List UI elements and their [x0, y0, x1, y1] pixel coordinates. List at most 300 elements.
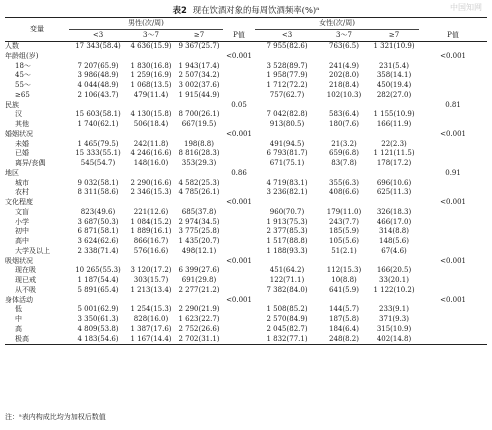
male-freq-lt3: [69, 257, 127, 267]
table-row: [5, 130, 487, 140]
male-freq-lt3: 545(54.7): [80, 159, 116, 167]
male-freq-3-7: [127, 52, 175, 62]
female-freq-3-7: 641(5.9): [329, 285, 359, 294]
male-freq-lt3: 2 338(71.4): [77, 246, 119, 255]
male-freq-3-7: 4 130(15.8): [130, 110, 172, 119]
table-row: [5, 305, 487, 315]
female-freq-lt3: 1 958(77.9): [266, 71, 308, 80]
row-label: 汉: [15, 110, 22, 119]
male-group-header: 男性(次/周): [69, 18, 223, 30]
row-label: 极高: [5, 335, 69, 345]
female-freq-lt3: 1 712(72.2): [266, 81, 308, 89]
female-p-value: [419, 81, 487, 91]
male-freq-3-7: 3 120(17.2): [130, 266, 172, 275]
female-freq-3-7: 763(6.5): [329, 42, 359, 50]
male-freq-ge7: 3 002(37.6): [178, 81, 220, 89]
male-freq-3-7: 1 254(15.3): [130, 305, 172, 314]
female-sub-header: <3: [255, 30, 319, 42]
male-freq-ge7: 2 290(21.9): [178, 305, 220, 314]
row-label: 初中: [15, 227, 29, 236]
male-p-value: 0.86: [231, 168, 247, 177]
male-freq-3-7: 221(12.6): [133, 207, 169, 216]
female-freq-ge7: 696(10.6): [376, 178, 412, 187]
row-label: 离异/丧偶: [15, 159, 46, 167]
male-freq-ge7: 1 943(17.4): [178, 61, 220, 70]
male-freq-ge7: 2 752(26.6): [178, 324, 220, 333]
male-freq-ge7: [175, 130, 223, 140]
male-freq-lt3: [69, 101, 127, 111]
female-p-value: <0.001: [440, 295, 466, 304]
female-freq-3-7: 144(5.7): [329, 305, 359, 314]
male-freq-3-7: 506(18.4): [133, 120, 169, 128]
female-p-value: [419, 188, 487, 198]
male-freq-3-7: 2 346(15.3): [130, 188, 172, 197]
male-p-value: [223, 286, 255, 296]
table-body: [5, 42, 487, 345]
male-freq-3-7: 828(16.0): [133, 315, 169, 323]
female-freq-3-7: 187(5.8): [329, 315, 359, 323]
female-freq-3-7: 102(10.3): [326, 90, 362, 99]
female-p-value: [419, 91, 487, 101]
female-freq-3-7: 218(8.4): [329, 81, 359, 89]
table-row: [5, 42, 487, 52]
male-freq-3-7: 1 167(14.4): [127, 335, 175, 345]
male-p-value: [223, 179, 255, 189]
male-p-value: [223, 71, 255, 81]
male-p-value: [223, 276, 255, 286]
female-p-value: [419, 159, 487, 169]
table-number: 表2: [172, 5, 187, 15]
table-row: [5, 296, 487, 306]
table-row: [5, 257, 487, 267]
female-freq-3-7: [319, 257, 369, 267]
site-watermark: 中国知网: [450, 3, 482, 12]
female-p-value: <0.001: [440, 51, 466, 60]
female-freq-3-7: 105(5.6): [329, 237, 359, 245]
female-p-value: [419, 110, 487, 120]
row-label: 现在吸: [15, 266, 36, 275]
male-freq-lt3: 9 032(58.1): [77, 178, 119, 187]
male-freq-3-7: 148(16.0): [133, 159, 169, 167]
table-row: [5, 315, 487, 325]
male-freq-ge7: [175, 257, 223, 267]
male-freq-3-7: 2 290(16.6): [130, 178, 172, 187]
female-freq-3-7: 21(3.2): [331, 139, 357, 148]
male-p-value: [223, 91, 255, 101]
male-freq-ge7: 498(12.1): [181, 246, 217, 255]
table-row: [5, 110, 487, 120]
row-label: 大学及以上: [15, 246, 50, 255]
male-freq-3-7: 1 830(16.8): [130, 61, 172, 70]
male-freq-ge7: 8 700(26.1): [178, 110, 220, 119]
row-label: 婚姻状况: [5, 129, 33, 138]
female-freq-lt3: [255, 257, 319, 267]
female-freq-lt3: 671(75.1): [269, 159, 305, 167]
male-p-header: P值: [223, 30, 255, 42]
female-freq-ge7: 67(4.6): [381, 246, 407, 255]
male-freq-ge7: 691(29.8): [181, 276, 217, 284]
female-p-value: [419, 179, 487, 189]
female-freq-ge7: 166(11.9): [376, 120, 412, 128]
male-p-value: [223, 266, 255, 276]
female-freq-ge7: 231(5.4): [379, 61, 409, 70]
female-freq-lt3: 7 955(82.6): [266, 42, 308, 50]
male-freq-ge7: 1 915(44.9): [178, 90, 220, 99]
male-p-value: [223, 149, 255, 159]
male-p-value: [223, 218, 255, 228]
female-freq-ge7: 1 155(10.9): [373, 110, 415, 119]
male-freq-ge7: [175, 169, 223, 179]
male-freq-ge7: [175, 296, 223, 306]
female-freq-3-7: 184(6.4): [329, 324, 359, 333]
female-freq-lt3: 1 832(77.1): [255, 335, 319, 345]
male-p-value: <0.001: [226, 256, 252, 265]
male-freq-ge7: 8 816(28.3): [178, 149, 220, 158]
female-p-value: <0.001: [440, 129, 466, 138]
female-p-value: [419, 208, 487, 218]
female-freq-lt3: 4 719(83.1): [266, 178, 308, 187]
male-freq-lt3: 17 343(58.4): [75, 42, 121, 50]
male-p-value: [223, 159, 255, 169]
female-freq-ge7: [369, 130, 419, 140]
table-row: [5, 198, 487, 208]
table-row: [5, 325, 487, 335]
row-label: 民族: [5, 100, 19, 109]
row-label: 身体活动: [5, 295, 33, 304]
table-row: [5, 140, 487, 150]
table-row: [5, 101, 487, 111]
female-p-value: [419, 140, 487, 150]
table-row: [5, 218, 487, 228]
table-row: [5, 188, 487, 198]
table-row: [5, 276, 487, 286]
male-freq-lt3: 1 465(79.5): [77, 139, 119, 148]
female-freq-lt3: 2 045(82.7): [266, 324, 308, 333]
male-freq-lt3: 8 311(58.6): [77, 188, 119, 197]
male-freq-lt3: 15 333(55.1): [75, 149, 121, 158]
female-freq-3-7: 51(2.1): [331, 246, 357, 255]
row-label: 现已戒: [15, 276, 36, 284]
row-label: ≥65: [15, 90, 30, 99]
female-p-value: 0.91: [445, 168, 461, 177]
female-p-value: [419, 120, 487, 130]
female-p-value: [419, 71, 487, 81]
male-freq-lt3: 1 187(54.4): [77, 276, 119, 284]
female-freq-ge7: 233(9.1): [379, 305, 409, 314]
male-freq-3-7: 1 387(17.6): [130, 324, 172, 333]
male-p-value: <0.001: [226, 129, 252, 138]
female-p-value: [419, 149, 487, 159]
female-freq-3-7: 355(6.3): [329, 178, 359, 187]
male-freq-ge7: 198(8.8): [184, 139, 214, 148]
male-freq-3-7: 1 084(15.2): [130, 217, 172, 226]
female-freq-lt3: 2 570(84.9): [266, 315, 308, 323]
male-p-value: [223, 188, 255, 198]
male-freq-lt3: 4 183(54.6): [69, 335, 127, 345]
female-freq-3-7: 583(6.4): [329, 110, 359, 119]
male-freq-ge7: [175, 198, 223, 208]
female-freq-3-7: 241(4.9): [329, 61, 359, 70]
male-freq-3-7: [127, 130, 175, 140]
male-freq-ge7: 353(29.3): [181, 159, 217, 167]
male-freq-3-7: 1 259(16.9): [130, 71, 172, 80]
female-freq-ge7: 314(8.8): [379, 227, 409, 236]
row-label: 高: [15, 324, 22, 333]
male-freq-ge7: 2 507(34.2): [178, 71, 220, 80]
male-freq-lt3: [69, 169, 127, 179]
row-label: 55～: [15, 81, 31, 89]
male-freq-3-7: 479(11.4): [133, 90, 169, 99]
female-freq-ge7: 326(18.3): [376, 207, 412, 216]
table-row: [5, 237, 487, 247]
female-freq-lt3: 757(62.7): [269, 90, 305, 99]
table-footnote: 注：ᵃ表内构成比均为加权后数值: [5, 413, 106, 421]
row-label: 18～: [15, 61, 31, 70]
female-freq-ge7: 1 121(11.5): [373, 149, 415, 158]
male-freq-ge7: 4 785(26.1): [178, 188, 220, 197]
female-freq-ge7: 148(5.6): [379, 237, 409, 245]
female-freq-3-7: [319, 296, 369, 306]
female-freq-ge7: 282(27.0): [376, 90, 412, 99]
male-freq-ge7: 2 974(34.5): [178, 217, 220, 226]
male-p-value: [223, 325, 255, 335]
female-freq-3-7: 83(7.8): [331, 159, 357, 167]
female-freq-ge7: 22(2.3): [381, 139, 407, 148]
female-freq-ge7: 625(11.3): [376, 188, 412, 197]
male-freq-3-7: 4 636(15.9): [130, 42, 172, 50]
male-freq-lt3: 823(49.6): [80, 207, 116, 216]
male-sub-header: <3: [69, 30, 127, 42]
male-p-value: [223, 120, 255, 130]
male-p-value: [223, 208, 255, 218]
female-freq-lt3: [255, 296, 319, 306]
female-freq-lt3: 2 377(85.3): [266, 227, 308, 236]
female-freq-lt3: [255, 130, 319, 140]
male-p-value: [223, 110, 255, 120]
row-label: 城市: [15, 178, 29, 187]
row-label: 年龄组(岁): [5, 51, 39, 60]
female-freq-lt3: 3 236(82.1): [266, 188, 308, 197]
male-freq-ge7: 6 399(27.6): [178, 266, 220, 275]
table-row: [5, 52, 487, 62]
male-freq-lt3: 3 624(62.6): [77, 237, 119, 245]
table-row: [5, 335, 487, 345]
male-freq-3-7: 303(15.7): [133, 276, 169, 284]
male-freq-ge7: [175, 52, 223, 62]
row-label: 文化程度: [5, 198, 33, 206]
male-freq-lt3: [69, 52, 127, 62]
female-freq-ge7: 315(10.9): [376, 324, 412, 333]
male-freq-3-7: 242(11.8): [133, 139, 169, 148]
table-row: [5, 227, 487, 237]
male-freq-lt3: 4 044(48.9): [77, 81, 119, 89]
row-label: 中: [15, 315, 22, 323]
female-freq-ge7: 402(14.8): [369, 335, 419, 345]
row-label: 其他: [15, 120, 29, 128]
row-label: 已婚: [15, 149, 29, 158]
female-freq-ge7: 166(20.5): [376, 266, 412, 275]
female-p-value: <0.001: [440, 198, 466, 206]
table-row: [5, 159, 487, 169]
male-freq-3-7: 4 246(16.6): [130, 149, 172, 158]
male-freq-3-7: 1 068(13.5): [130, 81, 172, 89]
row-label: 地区: [5, 168, 19, 177]
female-freq-3-7: [319, 198, 369, 208]
female-freq-ge7: [369, 198, 419, 208]
female-p-value: [419, 227, 487, 237]
male-freq-lt3: 3 986(48.9): [77, 71, 119, 80]
table-caption: [0, 3, 492, 15]
female-p-value: [419, 325, 487, 335]
female-freq-ge7: [369, 296, 419, 306]
female-freq-ge7: 178(17.2): [376, 159, 412, 167]
female-p-value: [419, 305, 487, 315]
female-freq-3-7: [319, 52, 369, 62]
table-title: 现在饮酒对象的每周饮酒频率(%)ᵃ: [192, 5, 320, 15]
female-freq-ge7: 1 122(10.2): [373, 285, 415, 294]
female-freq-3-7: 408(6.6): [329, 188, 359, 197]
male-freq-lt3: 15 603(58.1): [75, 110, 121, 119]
table-row: [5, 266, 487, 276]
male-freq-lt3: 5 001(62.9): [77, 305, 119, 314]
table-row: [5, 71, 487, 81]
header-row-groups: [5, 18, 487, 30]
table-row: [5, 208, 487, 218]
female-freq-3-7: 10(8.8): [331, 276, 357, 284]
female-freq-ge7: [369, 52, 419, 62]
male-freq-lt3: 3 350(61.3): [77, 315, 119, 323]
female-p-value: <0.001: [440, 256, 466, 265]
male-freq-ge7: 9 367(25.7): [178, 42, 220, 50]
row-label: 小学: [15, 217, 29, 226]
female-freq-lt3: 491(94.5): [269, 139, 305, 148]
female-freq-3-7: 248(8.2): [319, 335, 369, 345]
female-freq-ge7: 1 321(10.9): [373, 42, 415, 50]
male-freq-lt3: 10 265(55.3): [75, 266, 121, 275]
female-freq-lt3: 6 793(81.7): [266, 149, 308, 158]
female-p-header: P值: [419, 30, 487, 42]
female-freq-3-7: 659(6.8): [329, 149, 359, 158]
variable-header: 变量: [5, 18, 69, 42]
female-p-value: [419, 286, 487, 296]
male-freq-lt3: 4 809(53.8): [77, 324, 119, 333]
table-row: [5, 286, 487, 296]
female-freq-lt3: 1 517(88.8): [266, 237, 308, 245]
female-p-value: [419, 266, 487, 276]
male-p-value: [223, 62, 255, 72]
female-freq-3-7: 112(15.3): [326, 266, 362, 275]
row-label: 未婚: [15, 139, 29, 148]
female-freq-3-7: [319, 169, 369, 179]
male-p-value: [223, 140, 255, 150]
male-freq-lt3: [69, 130, 127, 140]
male-freq-lt3: [69, 198, 127, 208]
male-p-value: [223, 81, 255, 91]
row-label: 人数: [5, 42, 19, 50]
female-p-value: [419, 335, 487, 345]
male-freq-3-7: 866(16.7): [133, 237, 169, 245]
female-freq-ge7: 371(9.3): [379, 315, 409, 323]
female-freq-3-7: 179(11.0): [326, 207, 362, 216]
female-p-value: [419, 237, 487, 247]
female-p-value: [419, 218, 487, 228]
female-freq-lt3: [255, 169, 319, 179]
female-freq-ge7: 450(19.4): [376, 81, 412, 89]
table-row: [5, 62, 487, 72]
male-freq-3-7: [127, 101, 175, 111]
table-row: [5, 169, 487, 179]
male-p-value: <0.001: [226, 198, 252, 206]
female-p-value: 0.81: [445, 100, 461, 109]
row-label: 吸烟状况: [5, 256, 33, 265]
male-freq-lt3: 2 106(43.7): [77, 90, 119, 99]
male-freq-ge7: 685(37.8): [181, 207, 217, 216]
male-freq-ge7: 4 582(25.3): [178, 178, 220, 187]
female-freq-lt3: [255, 101, 319, 111]
female-freq-3-7: 180(7.6): [329, 120, 359, 128]
male-freq-ge7: 2 702(31.1): [175, 335, 223, 345]
male-freq-lt3: [69, 296, 127, 306]
row-label: 从不吸: [15, 285, 36, 294]
row-label: 文盲: [15, 207, 29, 216]
table-row: [5, 247, 487, 257]
table-row: [5, 149, 487, 159]
male-freq-lt3: 5 891(65.4): [77, 285, 119, 294]
male-freq-lt3: 6 871(58.1): [77, 227, 119, 236]
female-freq-3-7: 243(7.7): [329, 217, 359, 226]
female-freq-lt3: 960(70.7): [269, 207, 305, 216]
female-freq-3-7: [319, 130, 369, 140]
table-row: [5, 91, 487, 101]
row-label: 高中: [15, 237, 29, 245]
header-row-sub: [5, 30, 487, 42]
female-freq-3-7: 202(8.0): [329, 71, 359, 80]
female-freq-ge7: [369, 257, 419, 267]
row-label: 农村: [15, 188, 29, 197]
row-label: 45～: [15, 71, 31, 80]
male-sub-header: 3～7: [127, 30, 175, 42]
male-freq-lt3: 3 687(50.3): [77, 217, 119, 226]
female-freq-3-7: 185(5.9): [329, 227, 359, 236]
male-p-value: [223, 305, 255, 315]
table-row: [5, 179, 487, 189]
male-freq-ge7: 667(19.5): [181, 120, 217, 128]
male-freq-lt3: 1 740(62.1): [77, 120, 119, 128]
male-p-value: [223, 315, 255, 325]
female-freq-lt3: 122(71.1): [269, 276, 305, 284]
male-freq-3-7: [127, 198, 175, 208]
female-freq-lt3: 1 508(85.2): [266, 305, 308, 314]
female-group-header: 女性(次/周): [255, 18, 419, 30]
male-p-value: 0.05: [231, 100, 247, 109]
male-p-value: [223, 247, 255, 257]
male-p-value: <0.001: [226, 51, 252, 60]
female-p-value: [419, 62, 487, 72]
drinking-frequency-table: [5, 17, 487, 345]
male-freq-ge7: [175, 101, 223, 111]
female-freq-ge7: 358(14.1): [376, 71, 412, 80]
male-freq-ge7: 3 775(25.8): [178, 227, 220, 236]
female-p-value: [419, 315, 487, 325]
table-row: [5, 81, 487, 91]
female-sub-header: ≥7: [369, 30, 419, 42]
female-p-value: [419, 276, 487, 286]
female-sub-header: 3～7: [319, 30, 369, 42]
male-freq-3-7: 1 889(16.1): [130, 227, 172, 236]
male-freq-ge7: 1 435(20.7): [178, 237, 220, 245]
female-freq-lt3: 7 042(82.8): [266, 110, 308, 119]
row-label: 低: [15, 305, 22, 314]
